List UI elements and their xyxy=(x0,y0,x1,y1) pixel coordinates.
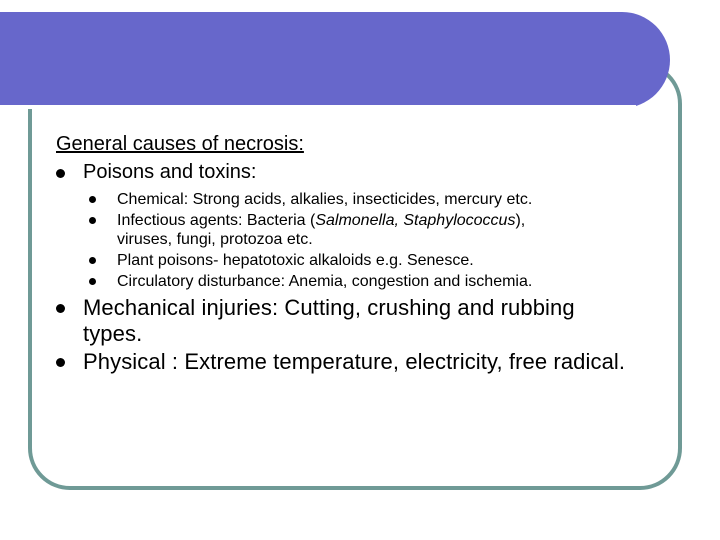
sub-bullet-label: Chemical: Strong acids, alkalies, insecticides, mercury etc. xyxy=(117,191,533,208)
bullet-item-label: Poisons and toxins: xyxy=(83,161,257,183)
bullet-dot-icon xyxy=(89,217,96,224)
bullet-item-poisons xyxy=(56,161,686,184)
bullet-dot-icon xyxy=(56,304,65,313)
slide-content xyxy=(56,131,686,375)
sub-bullet-infectious xyxy=(56,211,686,249)
sub-bullet-plant xyxy=(56,251,686,270)
sub-bullet-label-part2: ), xyxy=(515,212,526,229)
sub-bullet-chemical xyxy=(56,190,686,209)
bullet-item-label: Mechanical injuries: Cutting, crushing and rubbing xyxy=(83,295,575,320)
title-banner xyxy=(0,12,670,108)
bullet-item-label: Physical : Extreme temperature, electricity, free radical. xyxy=(83,349,626,374)
bullet-dot-icon xyxy=(56,358,65,367)
bullet-dot-icon xyxy=(89,196,96,203)
bullet-dot-icon xyxy=(89,278,96,285)
sub-bullet-circulatory xyxy=(56,272,686,291)
sub-bullet-label: Circulatory disturbance: Anemia, congestion and ischemia. xyxy=(117,273,533,290)
banner-rule xyxy=(0,105,636,109)
bullet-item-label-line2: types. xyxy=(83,321,143,346)
bullet-dot-icon xyxy=(56,169,65,178)
sub-bullet-italic: Salmonella, Staphylococcus xyxy=(315,212,516,229)
bullet-item-mechanical xyxy=(56,295,686,347)
heading: General causes of necrosis: xyxy=(56,133,304,155)
bullet-dot-icon xyxy=(89,257,96,264)
sub-bullet-list xyxy=(56,190,686,291)
bullet-item-physical xyxy=(56,349,686,375)
sub-bullet-label-part1: Infectious agents: Bacteria ( xyxy=(117,212,316,229)
sub-bullet-label: Plant poisons- hepatotoxic alkaloids e.g. Senesce. xyxy=(117,252,474,269)
sub-bullet-label-line2: viruses, fungi, protozoa etc. xyxy=(117,231,313,248)
